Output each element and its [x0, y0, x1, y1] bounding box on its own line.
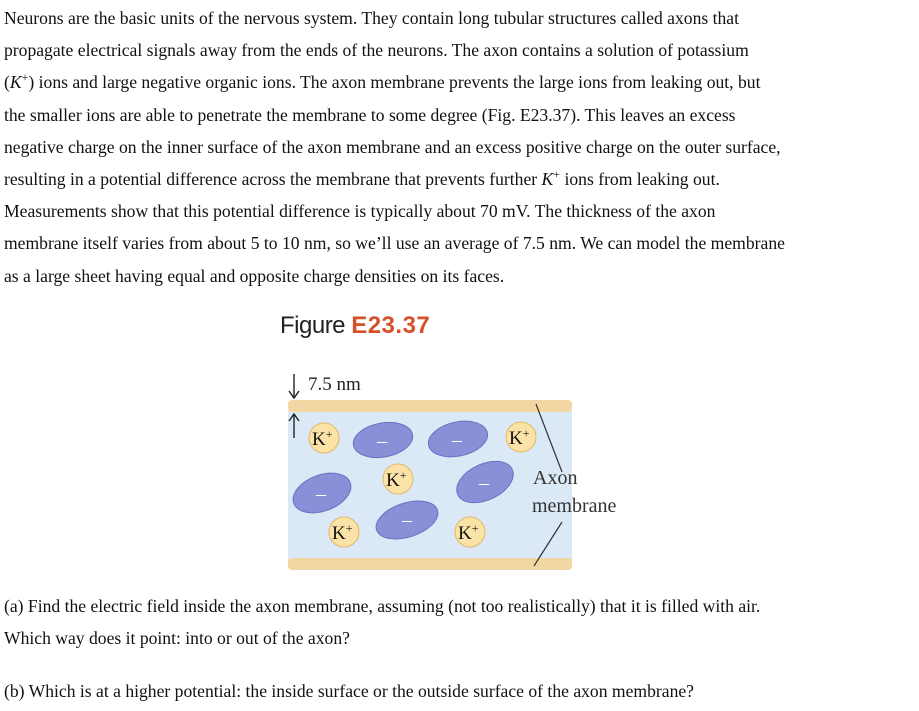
intro-line-9: as a large sheet having equal and opposite charge densities on its faces. — [4, 265, 505, 286]
figure-label: Figure — [280, 312, 346, 339]
intro-line-8: membrane itself varies from about 5 to 10 nm, so we’ll use an average of 7.5 nm. We can model the membrane — [4, 233, 785, 254]
callout-membrane: membrane — [532, 495, 617, 517]
svg-text:–: – — [377, 430, 387, 452]
potassium-ion — [383, 464, 413, 494]
intro-line-7: Measurements show that this potential difference is typically about 70 mV. The thickness of the axon — [4, 201, 716, 222]
svg-text:–: – — [452, 429, 462, 451]
callout-axon: Axon — [533, 467, 578, 489]
intro-line-3: (K+) ions and large negative organic ions. The axon membrane prevents the large ions from leaking out, but — [4, 70, 761, 93]
svg-text:K+: K+ — [332, 521, 353, 544]
figure-title — [280, 312, 430, 340]
intro-line-1: Neurons are the basic units of the nervous system. They contain long tubular structures called axons that — [4, 8, 740, 28]
membrane-bottom — [288, 558, 572, 570]
intro-line-2: propagate electrical signals away from the ends of the neurons. The axon contains a solution of potassium — [4, 40, 749, 61]
svg-text:–: – — [316, 483, 326, 505]
intro-line-5: negative charge on the inner surface of the axon membrane and an excess positive charge on the outer surface, — [4, 136, 781, 157]
intro-line-4: the smaller ions are able to penetrate the membrane to some degree (Fig. E23.37). This leaves an excess — [4, 104, 736, 125]
question-a-line-1: (a) Find the electric field inside the axon membrane, assuming (not too realistically) that it is filled with air. — [4, 596, 761, 616]
svg-text:K+: K+ — [509, 426, 530, 449]
potassium-ion — [506, 422, 536, 452]
potassium-symbol: K+ — [541, 167, 561, 190]
problem-intro — [4, 2, 916, 292]
svg-text:K+: K+ — [312, 427, 333, 450]
axon-membrane-figure — [280, 360, 640, 580]
figure-number: E23.37 — [351, 312, 431, 339]
svg-text:K+: K+ — [458, 521, 479, 544]
thickness-label: 7.5 nm — [308, 374, 361, 395]
question-b: (b) Which is at a higher potential: the inside surface or the outside surface of the axon membrane? — [4, 681, 694, 701]
svg-text:–: – — [402, 509, 412, 531]
potassium-ion — [455, 517, 485, 547]
intro-line-6: resulting in a potential difference across the membrane that prevents further K+ ions from leaking out. — [4, 167, 720, 190]
potassium-ion — [309, 423, 339, 453]
question-a-line-2: Which way does it point: into or out of the axon? — [4, 628, 350, 648]
membrane-top — [288, 400, 572, 412]
potassium-ion — [329, 517, 359, 547]
potassium-symbol: K+ — [9, 70, 29, 93]
svg-text:–: – — [479, 472, 489, 494]
svg-text:K+: K+ — [386, 468, 407, 491]
